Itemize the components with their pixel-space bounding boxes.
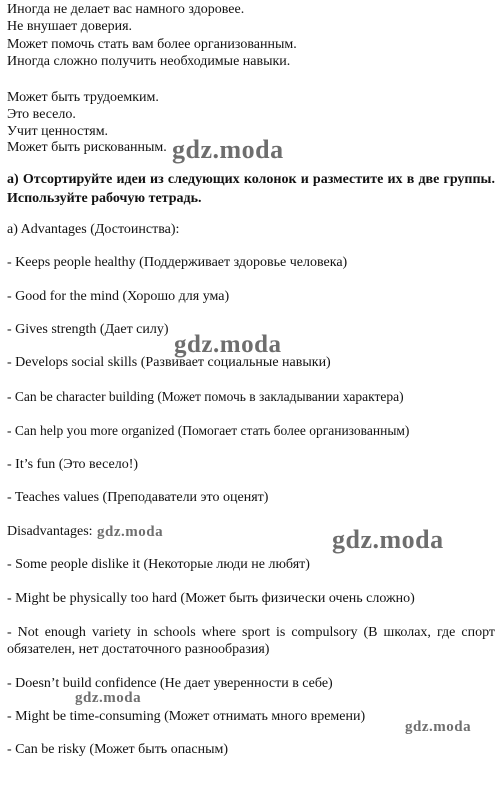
text-line: Может быть рискованным. bbox=[7, 140, 167, 155]
list-item: - Can help you more organized (Помогает стать более организованным) bbox=[7, 423, 410, 438]
section-title-disadvantages: Disadvantages: bbox=[7, 524, 93, 539]
watermark: gdz.moda bbox=[174, 331, 282, 358]
list-item: - Might be time-consuming (Может отнимать много времени) bbox=[7, 709, 366, 724]
watermark: gdz.moda bbox=[97, 524, 164, 540]
text-line: Иногда не делает вас намного здоровее. bbox=[7, 2, 245, 17]
list-item: - Develops social skills (Развивает социальные навыки) bbox=[7, 355, 331, 370]
task-heading: a) Отсортируйте идеи из следующих колонок и разместите их в две группы. Используйте рабочую тетрадь. bbox=[7, 172, 495, 206]
watermark: gdz.moda bbox=[172, 135, 284, 164]
list-item: - Keeps people healthy (Поддерживает здоровье человека) bbox=[7, 255, 348, 270]
list-item: - Teaches values (Преподаватели это оценят) bbox=[7, 490, 269, 505]
list-item: - Good for the mind (Хорошо для ума) bbox=[7, 289, 230, 304]
text-line: Иногда сложно получить необходимые навыки. bbox=[7, 54, 291, 69]
list-item: - Doesn’t build confidence (Не дает уверенности в себе) bbox=[7, 676, 333, 691]
text-line: Может быть трудоемким. bbox=[7, 90, 159, 105]
list-item: - It’s fun (Это весело!) bbox=[7, 457, 139, 472]
list-item: - Might be physically too hard (Может быть физически очень сложно) bbox=[7, 591, 415, 606]
text-line: Учит ценностям. bbox=[7, 124, 109, 139]
list-item: - Not enough variety in schools where sport is compulsory (В школах, где спорт обязателен, нет достаточного разнообразия) bbox=[7, 625, 495, 657]
watermark: gdz.moda bbox=[332, 525, 444, 554]
list-item: - Can be character building (Может помочь в закладывании характера) bbox=[7, 389, 404, 404]
watermark: gdz.moda bbox=[405, 719, 472, 735]
list-item: - Gives strength (Дает силу) bbox=[7, 322, 169, 337]
text-line: Не внушает доверия. bbox=[7, 19, 133, 34]
list-item: - Can be risky (Может быть опасным) bbox=[7, 742, 229, 757]
text-line: Это весело. bbox=[7, 107, 76, 122]
text-line: Может помочь стать вам более организованным. bbox=[7, 37, 297, 52]
section-title-advantages: a) Advantages (Достоинства): bbox=[7, 222, 180, 237]
list-item: - Some people dislike it (Некоторые люди не любят) bbox=[7, 557, 310, 572]
watermark: gdz.moda bbox=[75, 690, 142, 706]
